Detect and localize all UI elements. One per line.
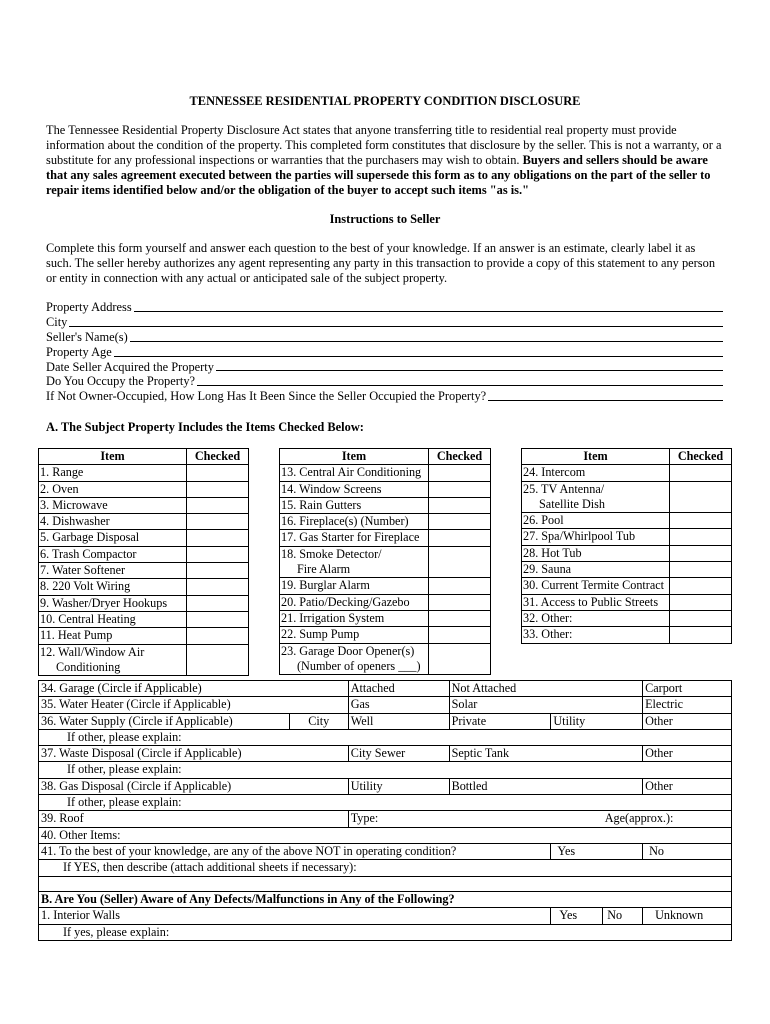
property-field-input[interactable]: [197, 374, 723, 386]
garage-carport-option[interactable]: Carport: [643, 681, 732, 697]
item-row: [280, 530, 491, 546]
item-label-text: 6. Trash Compactor: [40, 546, 137, 561]
instructions-paragraph: Complete this form yourself and answer each question to the best of your knowledge. If an answer is an estimate, clearly label it as such. The seller hereby authorizes any agent representing any party in this transaction to provide a copy of this statement to any person or entity in connection with any actual or anticipated sale of the subject property.: [46, 241, 716, 285]
item-checked-cell[interactable]: [670, 481, 732, 513]
item-checked-cell[interactable]: [187, 530, 249, 546]
gas-disposal-label: 38. Gas Disposal (Circle if Applicable): [39, 778, 349, 794]
property-field-label: If Not Owner-Occupied, How Long Has It Been Since the Seller Occupied the Property?: [46, 389, 487, 404]
item-label: [39, 563, 187, 579]
q41-no-option[interactable]: No: [643, 843, 732, 859]
item-label: [522, 627, 670, 643]
item-label-text: 24. Intercom: [523, 465, 586, 480]
item-row: [39, 514, 249, 530]
item-label: [280, 465, 429, 481]
interior-walls-row: [39, 908, 732, 924]
item-row: [280, 546, 491, 578]
item-label-continuation: Conditioning: [56, 659, 121, 674]
water-supply-well-option[interactable]: Well: [348, 713, 449, 729]
item-label-text: 27. Spa/Whirlpool Tub: [523, 529, 636, 544]
item-label-text: 23. Garage Door Opener(s): [281, 643, 415, 658]
item-label-text: 16. Fireplace(s) (Number): [281, 514, 409, 529]
q41-yes-option[interactable]: Yes: [551, 843, 643, 859]
waste-explain-row: [39, 762, 732, 778]
interior-walls-no-option[interactable]: No: [603, 908, 643, 924]
item-label-text: 21. Irrigation System: [281, 610, 385, 625]
item-checked-cell[interactable]: [670, 594, 732, 610]
item-checked-cell[interactable]: [429, 546, 491, 578]
item-checked-cell[interactable]: [187, 563, 249, 579]
other-items-row: [39, 827, 732, 843]
item-checked-cell[interactable]: [429, 481, 491, 497]
item-label: [39, 481, 187, 497]
item-checked-cell[interactable]: [670, 578, 732, 594]
gas-other-option[interactable]: Other: [643, 778, 732, 794]
item-row: [280, 643, 491, 675]
water-supply-private-option[interactable]: Private: [449, 713, 551, 729]
item-label-text: 10. Central Heating: [40, 611, 136, 626]
item-row: [280, 627, 491, 643]
item-label: [280, 497, 429, 513]
item-label-continuation: Satellite Dish: [539, 496, 606, 511]
item-row: [39, 530, 249, 546]
intro-paragraph: [46, 123, 722, 198]
water-supply-row: [39, 713, 732, 729]
item-label: [522, 545, 670, 561]
item-label: [280, 627, 429, 643]
item-label: [522, 562, 670, 578]
intro-text: The Tennessee Residential Property Disclosure Act states that anyone transferring title to residential real property must provide information about the condition of the property. This completed form constitutes that disclosure by the seller. This is not a warranty, or a substitute for any professional inspections or warranties that the purchasers may wish to obtain.: [46, 123, 722, 167]
item-row: [522, 578, 732, 594]
item-row: [280, 594, 491, 610]
item-checked-cell[interactable]: [429, 514, 491, 530]
item-label-text: 18. Smoke Detector/: [281, 546, 382, 561]
item-checked-cell[interactable]: [429, 497, 491, 513]
item-checked-cell[interactable]: [670, 513, 732, 529]
waste-septic-tank-option[interactable]: Septic Tank: [449, 746, 643, 762]
item-checked-cell[interactable]: [429, 530, 491, 546]
item-label: [39, 611, 187, 627]
property-field-input[interactable]: [488, 389, 723, 401]
item-row: [522, 545, 732, 561]
garage-attached-option[interactable]: Attached: [348, 681, 449, 697]
property-field-input[interactable]: [134, 300, 723, 312]
item-checked-cell[interactable]: [187, 611, 249, 627]
water-supply-utility-option[interactable]: Utility: [551, 713, 643, 729]
item-label-text: 14. Window Screens: [281, 481, 382, 496]
waste-explain-field[interactable]: If other, please explain:: [39, 762, 732, 778]
property-field-label: Seller's Name(s): [46, 329, 128, 344]
item-checked-cell[interactable]: [187, 481, 249, 497]
property-field-row: [46, 330, 726, 345]
item-checked-cell[interactable]: [429, 610, 491, 626]
item-column-header: Item: [280, 449, 429, 465]
item-row: [522, 481, 732, 513]
item-column-header: Item: [39, 449, 187, 465]
page-title: TENNESSEE RESIDENTIAL PROPERTY CONDITION DISCLOSURE: [189, 94, 581, 108]
item-checked-cell[interactable]: [187, 465, 249, 481]
gas-explain-field[interactable]: If other, please explain:: [39, 795, 732, 811]
item-row: [280, 497, 491, 513]
water-supply-city-option[interactable]: City: [289, 713, 348, 729]
item-row: [280, 514, 491, 530]
item-label: [280, 643, 429, 675]
item-label: [280, 578, 429, 594]
roof-label: 39. Roof: [39, 811, 349, 827]
item-checked-cell[interactable]: [429, 643, 491, 675]
item-row: [522, 594, 732, 610]
item-label-text: 15. Rain Gutters: [281, 497, 362, 512]
item-row: [522, 562, 732, 578]
property-details-table: [38, 680, 732, 941]
roof-row: [39, 811, 732, 827]
waste-disposal-label: 37. Waste Disposal (Circle if Applicable): [39, 746, 349, 762]
item-row: [39, 611, 249, 627]
item-checked-cell[interactable]: [670, 545, 732, 561]
item-checked-cell[interactable]: [429, 578, 491, 594]
item-label-text: 30. Current Termite Contract: [523, 578, 665, 593]
item-label: [39, 595, 187, 611]
item-label-text: 3. Microwave: [40, 497, 108, 512]
garage-row: [39, 681, 732, 697]
item-row: [39, 644, 249, 676]
property-field-input[interactable]: [114, 345, 723, 357]
checked-column-header: Checked: [670, 449, 732, 465]
item-checked-cell[interactable]: [187, 628, 249, 644]
item-label: [280, 594, 429, 610]
item-label: [522, 594, 670, 610]
item-checked-cell[interactable]: [670, 627, 732, 643]
item-checked-cell[interactable]: [187, 546, 249, 562]
item-label: [39, 530, 187, 546]
item-row: [522, 529, 732, 545]
interior-walls-label: 1. Interior Walls: [39, 908, 551, 924]
item-label: [522, 465, 670, 481]
interior-walls-unknown-option[interactable]: Unknown: [643, 908, 732, 924]
property-field-row: [46, 345, 726, 360]
water-supply-explain-row: [39, 729, 732, 745]
item-label-text: 26. Pool: [523, 513, 564, 528]
gas-bottled-option[interactable]: Bottled: [449, 778, 643, 794]
item-label-text: 1. Range: [40, 465, 84, 480]
property-field-input[interactable]: [130, 330, 723, 342]
item-checked-cell[interactable]: [187, 514, 249, 530]
item-checked-cell[interactable]: [187, 595, 249, 611]
other-items-field[interactable]: 40. Other Items:: [39, 827, 732, 843]
item-label: [39, 546, 187, 562]
item-label-text: 33. Other:: [523, 627, 573, 642]
water-supply-label: 36. Water Supply (Circle if Applicable): [39, 713, 290, 729]
q41-explain-field[interactable]: If YES, then describe (attach additional sheets if necessary):: [39, 860, 732, 876]
items-header-row: [280, 449, 491, 465]
roof-age-field[interactable]: Age(approx.):: [603, 811, 732, 827]
item-label: [522, 578, 670, 594]
property-field-row: [46, 389, 726, 404]
property-info-fields: [46, 300, 726, 404]
item-row: [39, 481, 249, 497]
item-label: [522, 513, 670, 529]
water-supply-explain-field[interactable]: If other, please explain:: [39, 729, 732, 745]
item-column-header: Item: [522, 449, 670, 465]
item-label-text: 5. Garbage Disposal: [40, 530, 140, 545]
item-checked-cell[interactable]: [670, 529, 732, 545]
checked-column-header: Checked: [429, 449, 491, 465]
gas-disposal-row: [39, 778, 732, 794]
item-row: [280, 578, 491, 594]
item-checked-cell[interactable]: [187, 644, 249, 676]
item-label-text: 22. Sump Pump: [281, 627, 360, 642]
item-label: [39, 497, 187, 513]
items-header-row: [522, 449, 732, 465]
item-label-text: 12. Wall/Window Air: [40, 644, 145, 659]
water-supply-other-option[interactable]: Other: [643, 713, 732, 729]
item-label-continuation: Fire Alarm: [297, 562, 351, 577]
item-label-text: 2. Oven: [40, 481, 79, 496]
items-table-3: [521, 448, 732, 644]
item-checked-cell[interactable]: [187, 497, 249, 513]
item-row: [522, 627, 732, 643]
item-label: [39, 465, 187, 481]
q41-row: [39, 843, 732, 859]
item-label-text: 32. Other:: [523, 610, 573, 625]
section-a-heading: A. The Subject Property Includes the Items Checked Below:: [46, 420, 364, 434]
waste-city-sewer-option[interactable]: City Sewer: [348, 746, 449, 762]
item-label-text: 25. TV Antenna/: [523, 481, 605, 496]
item-label: [280, 481, 429, 497]
item-label: [280, 610, 429, 626]
q41-label: 41. To the best of your knowledge, are any of the above NOT in operating condition?: [39, 843, 551, 859]
item-label-text: 19. Burglar Alarm: [281, 578, 370, 593]
item-row: [522, 610, 732, 626]
item-row: [39, 497, 249, 513]
property-field-row: [46, 315, 726, 330]
item-label: [39, 579, 187, 595]
item-checked-cell[interactable]: [670, 465, 732, 481]
property-field-input[interactable]: [216, 360, 723, 372]
item-row: [280, 465, 491, 481]
item-row: [39, 595, 249, 611]
item-row: [39, 563, 249, 579]
roof-type-field[interactable]: Type:: [348, 811, 603, 827]
section-b-heading-row: [39, 891, 732, 907]
item-label-text: 7. Water Softener: [40, 563, 126, 578]
item-label-text: 8. 220 Volt Wiring: [40, 579, 131, 594]
water-heater-label: 35. Water Heater (Circle if Applicable): [39, 697, 349, 713]
section-b-heading: B. Are You (Seller) Aware of Any Defects/Malfunctions in Any of the Following?: [39, 891, 732, 907]
intro-bold-text: Buyers and sellers should be aware that any sales agreement executed between the parties will supersede this form as to any obligations on the part of the seller to repair items identified below and/or the obligation of the buyer to accept such items "as is.": [46, 153, 711, 197]
property-field-label: Date Seller Acquired the Property: [46, 359, 214, 374]
item-label-text: 28. Hot Tub: [523, 545, 582, 560]
property-field-label: City: [46, 314, 68, 329]
item-row: [522, 513, 732, 529]
item-row: [39, 465, 249, 481]
items-header-row: [39, 449, 249, 465]
garage-not-attached-option[interactable]: Not Attached: [449, 681, 643, 697]
interior-walls-explain-row: [39, 924, 732, 940]
item-checked-cell[interactable]: [429, 465, 491, 481]
item-row: [39, 628, 249, 644]
item-label-text: 4. Dishwasher: [40, 514, 110, 529]
item-row: [280, 481, 491, 497]
interior-walls-explain-field[interactable]: If yes, please explain:: [39, 924, 732, 940]
spacer-row: [39, 876, 732, 891]
item-label: [280, 546, 429, 578]
item-label: [280, 530, 429, 546]
gas-explain-row: [39, 795, 732, 811]
garage-label: 34. Garage (Circle if Applicable): [39, 681, 349, 697]
property-field-input[interactable]: [69, 315, 723, 327]
item-row: [280, 610, 491, 626]
gas-utility-option[interactable]: Utility: [348, 778, 449, 794]
water-heater-solar-option[interactable]: Solar: [449, 697, 643, 713]
waste-other-option[interactable]: Other: [643, 746, 732, 762]
item-row: [39, 546, 249, 562]
water-heater-electric-option[interactable]: Electric: [643, 697, 732, 713]
item-row: [522, 465, 732, 481]
item-checked-cell[interactable]: [429, 627, 491, 643]
item-label-text: 20. Patio/Decking/Gazebo: [281, 594, 410, 609]
property-field-label: Do You Occupy the Property?: [46, 374, 196, 389]
interior-walls-yes-option[interactable]: Yes: [551, 908, 603, 924]
property-field-row: [46, 374, 726, 389]
item-label: [522, 610, 670, 626]
item-label-continuation: (Number of openers ___): [297, 658, 421, 673]
item-label: [39, 514, 187, 530]
items-table-2: [279, 448, 491, 675]
checked-column-header: Checked: [187, 449, 249, 465]
waste-disposal-row: [39, 746, 732, 762]
property-field-row: [46, 360, 726, 375]
q41-explain-row: [39, 860, 732, 876]
item-label-text: 9. Washer/Dryer Hookups: [40, 595, 168, 610]
item-label: [522, 529, 670, 545]
item-label: [522, 481, 670, 513]
water-heater-row: [39, 697, 732, 713]
instructions-heading: Instructions to Seller: [329, 212, 441, 226]
item-label-text: 17. Gas Starter for Fireplace: [281, 530, 420, 545]
item-row: [39, 579, 249, 595]
item-label: [39, 628, 187, 644]
item-checked-cell[interactable]: [670, 562, 732, 578]
item-label: [280, 514, 429, 530]
property-field-label: Property Age: [46, 344, 112, 359]
item-label-text: 31. Access to Public Streets: [523, 594, 659, 609]
item-checked-cell[interactable]: [429, 594, 491, 610]
items-table-1: [38, 448, 249, 676]
property-field-label: Property Address: [46, 300, 132, 314]
item-label-text: 11. Heat Pump: [40, 628, 113, 643]
item-checked-cell[interactable]: [187, 579, 249, 595]
water-heater-gas-option[interactable]: Gas: [348, 697, 449, 713]
item-label-text: 29. Sauna: [523, 562, 572, 577]
item-checked-cell[interactable]: [670, 610, 732, 626]
item-label: [39, 644, 187, 676]
item-label-text: 13. Central Air Conditioning: [281, 465, 422, 480]
property-field-row: [46, 300, 726, 315]
